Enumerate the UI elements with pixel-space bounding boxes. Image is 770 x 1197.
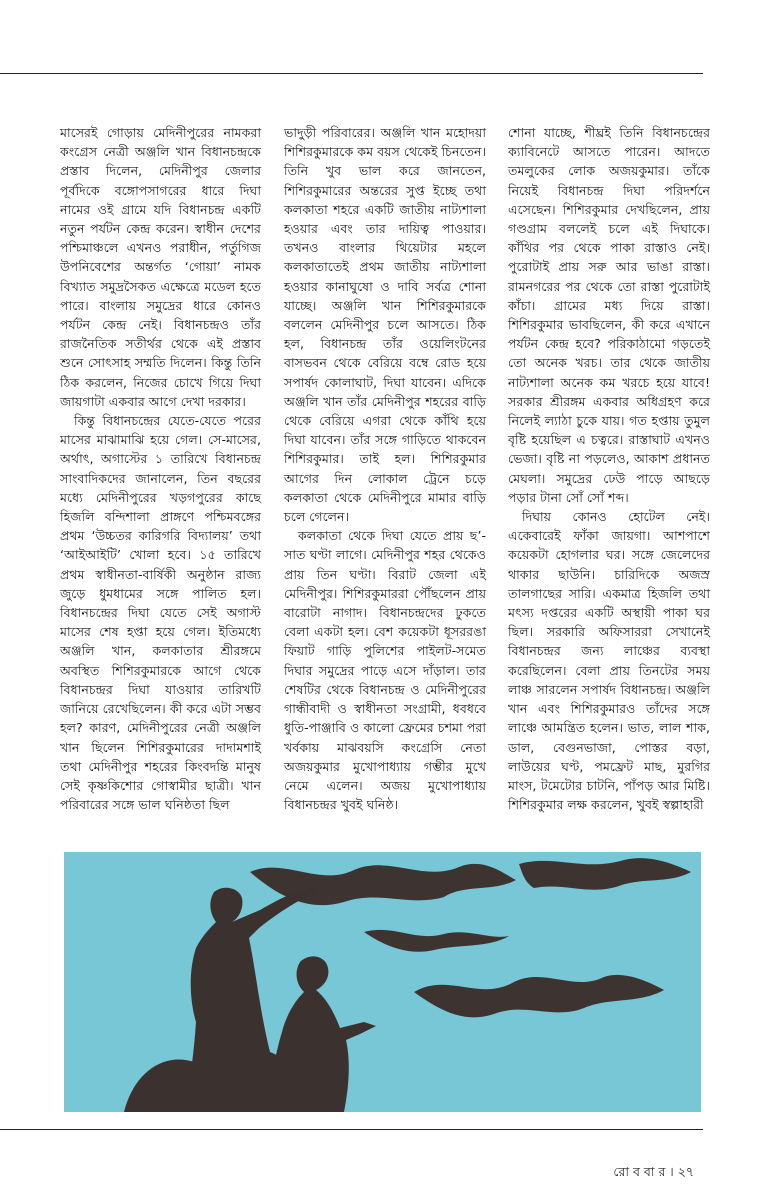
text-column-2	[284, 123, 486, 814]
paragraph: দিঘায় কোনও হোটেল নেই। একেবারেই ফাঁকা জায়গা। আশপাশে কয়েকটা হোগলার ঘর। সঙ্গে জেলেদের থাকার ছাউনি। চারিদিকে অজস্র তালগাছের সারি। একমাত্র হিজলি তথা মৎস্য দপ্তরের একটি অস্থায়ী পাকা ঘর ছিল। সরকারি অফিসাররা সেখানেই বিধানচন্দ্রর জন্য লাঞ্চের ব্যবস্থা করেছিলেন। বেলা প্রায় তিনটের সময় লাঞ্চ সারলেন সপার্ষদ বিধানচন্দ্র। অঞ্জলি খান এবং শিশিরকুমারও তাঁদের সঙ্গে লাঞ্চে আমন্ত্রিত হলেন। ভাত, লাল শাক, ডাল, বেগুনভাজা, পোস্তর বড়া, লাউয়ের ঘণ্ট, পমফ্রেট মাছ, মুরগির মাংস, টমেটোর চাটনি, পাঁপড় আর মিষ্টি। শিশিরকুমার লক্ষ করলেন, খুবই স্বল্পাহারী	[508, 509, 710, 813]
paragraph: কলকাতা থেকে দিঘা যেতে প্রায় ছ’-সাত ঘণ্টা লাগে। মেদিনীপুর শহর থেকেও প্রায় তিন ঘণ্টা। বিরাট জেলা এই মেদিনীপুর। শিশিরকুমাররা পৌঁছলেন প্রায় বারোটা নাগাদ। বিধানচন্দ্রদের ঢুকতে বেলা একটা হল। বেশ কয়েকটা ধূসররঙা ফিয়াট গাড়ি পুলিশের পাইলট-সমেত দিঘার সমুদ্রের পাড়ে এসে দাঁড়াল। তার শেষটির থেকে বিধানচন্দ্র ও মেদিনীপুরের গান্ধীবাদী ও স্বাধীনতা সংগ্রামী, ধবধবে ধুতি-পাঞ্জাবি ও কালো ফ্রেমের চশমা পরা খর্বকায় মাঝবয়সি কংগ্রেসি নেতা অজয়কুমার মুখোপাধ্যায় গম্ভীর মুখে নেমে এলেন। অজয় মুখোপাধ্যায় বিধানচন্দ্রর খুবই ঘনিষ্ঠ।	[284, 528, 486, 813]
paragraph: ভাদুড়ী পরিবারের। অঞ্জলি খান মহোদয়া শিশিরকুমারকে কম বয়স থেকেই চিনতেন। তিনি খুব ভাল করে জানতেন, শিশিরকুমারের অন্তরের সুপ্ত ইচ্ছে তথা কলকাতা শহরে একটি জাতীয় নাট্যশালা হওয়ার এবং তার দায়িত্ব পাওয়ার। তখনও বাংলার থিয়েটার মহলে কলকাতাতেই প্রথম জাতীয় নাট্যশালা হওয়ার কানাঘুষো ও দাবি সর্বত্র শোনা যাচ্ছে। অঞ্জলি খান শিশিরকুমারকে বললেন মেদিনীপুর চলে আসতে। ঠিক হল, বিধানচন্দ্র তাঁর ওয়েলিংটনের বাসভবন থেকে বেরিয়ে বম্বে রোড হয়ে সপার্ষদ কোলাঘাট, দিঘা যাবেন। এদিকে অঞ্জলি খান তাঁর মেদিনীপুর শহরের বাড়ি থেকে বেরিয়ে এগরা থেকে কাঁথি হয়ে দিঘা যাবেন। তাঁর সঙ্গে গাড়িতে থাকবেন শিশিরকুমার। তাই হল। শিশিরকুমার আগের দিন লোকাল ট্রেনে চড়ে কলকাতা থেকে মেদিনীপুরে মামার বাড়ি চলে গেলেন।	[284, 125, 486, 525]
paragraph: শোনা যাচ্ছে, শীঘ্রই তিনি বিধানচন্দ্রের ক্যাবিনেটে আসতে পারেন। আদতে তমলুকের লোক অজয়কুমার। তাঁকে নিয়েই বিধানচন্দ্র দিঘা পরিদর্শনে এসেছেন। শিশিরকুমার দেখছিলেন, প্রায় গণ্ডগ্রাম বললেই চলে এই দিঘাকে। কাঁথির পর থেকে পাকা রাস্তাও নেই। পুরোটাই প্রায় সরু আর ভাঙা রাস্তা। রামনগরের পর থেকে তো রাস্তা পুরোটাই কাঁচা। গ্রামের মধ্য দিয়ে রাস্তা। শিশিরকুমার ভাবছিলেন, কী করে এখানে পর্যটন কেন্দ্র হবে? পরিকাঠামো গড়তেই তো অনেক খরচ। তার থেকে জাতীয় নাট্যশালা অনেক কম খরচে হয়ে যাবে! সরকার শ্রীরঙ্গম একবার অধিগ্রহণ করে নিলেই ল্যাঠা চুকে যায়। গত হপ্তায় তুমুল বৃষ্টি হয়েছিল এ চত্বরে। রাস্তাঘাট এখনও ভেজা। বৃষ্টি না পড়লেও, আকাশ প্রধানত মেঘলা। সমুদ্রের ঢেউ পাড়ে আছড়ে পড়ার টানা সোঁ সোঁ শব্দ।	[508, 125, 710, 505]
bottom-rule	[0, 1129, 703, 1130]
paragraph: মাসেরই গোড়ায় মেদিনীপুরের নামকরা কংগ্রেস নেত্রী অঞ্জলি খান বিধানচন্দ্রকে প্রস্তাব দিলেন, মেদিনীপুর জেলার পূর্বদিকে বঙ্গোপসাগরের ধারে দিঘা নামের ওই গ্রামে যদি বিধানচন্দ্র একটি নতুন পর্যটন কেন্দ্র করেন। স্বাধীন দেশের পশ্চিমাঞ্চলে এখনও পরাধীন, পর্তুগিজ উপনিবেশের অন্তর্গত ‘গোয়া’ নামক বিখ্যাত সমুদ্রসৈকত এক্ষেত্রে মডেল হতে পারে। বাংলায় সমুদ্রের ধারে কোনও পর্যটন কেন্দ্র নেই। বিধানচন্দ্রও তাঁর রাজনৈতিক সতীর্থর থেকে এই প্রস্তাব শুনে সোৎসাহ সম্মতি দিলেন। কিন্তু তিনি ঠিক করলেন, নিজের চোখে গিয়ে দিঘা জায়গাটা একবার আগে দেখা দরকার।	[60, 125, 261, 409]
text-column-3	[508, 123, 710, 814]
page-footer: রো ব বা র । ২৭	[613, 1164, 694, 1179]
cutout-illustration	[64, 852, 701, 1112]
illustration-svg	[64, 852, 701, 1112]
paragraph: কিন্তু বিধানচন্দ্রের যেতে-যেতে পরের মাসের মাঝামাঝি হয়ে গেল। সে-মাসের, অর্থাৎ, অগাস্টের ১ তারিখে বিধানচন্দ্র সাংবাদিকদের জানালেন, তিন বছরের মধ্যে মেদিনীপুরের খড়গপুরের কাছে হিজলি বন্দিশালা প্রাঙ্গণে পশ্চিমবঙ্গের প্রথম ‘উচ্চতর কারিগরি বিদ্যালয়’ তথা ‘আইআইটি’ খোলা হবে। ১৫ তারিখে প্রথম স্বাধীনতা-বার্ষিকী অনুষ্ঠান রাজ্য জুড়ে ধুমধামের সঙ্গে পালিত হল। বিধানচন্দ্রের দিঘা যেতে সেই অগাস্ট মাসের শেষ হপ্তা হয়ে গেল। ইতিমধ্যে অঞ্জলি খান, কলকাতার শ্রীরঙ্গমে অবস্থিত শিশিরকুমারকে আগে থেকে বিধানচন্দ্রর দিঘা যাওয়ার তারিখটি জানিয়ে রেখেছিলেন। কী করে এটা সম্ভব হল? কারণ, মেদিনীপুরের নেত্রী অঞ্জলি খান ছিলেন শিশিরকুমারের দাদামশাই তথা মেদিনীপুর শহরের কিংবদন্তি মানুষ সেই কৃষ্ণকিশোর গোস্বামীর ছাত্রী। খান পরিবারের সঙ্গে ভাল ঘনিষ্ঠতা ছিল	[60, 413, 261, 813]
text-column-1	[60, 123, 261, 814]
top-rule	[0, 73, 703, 74]
